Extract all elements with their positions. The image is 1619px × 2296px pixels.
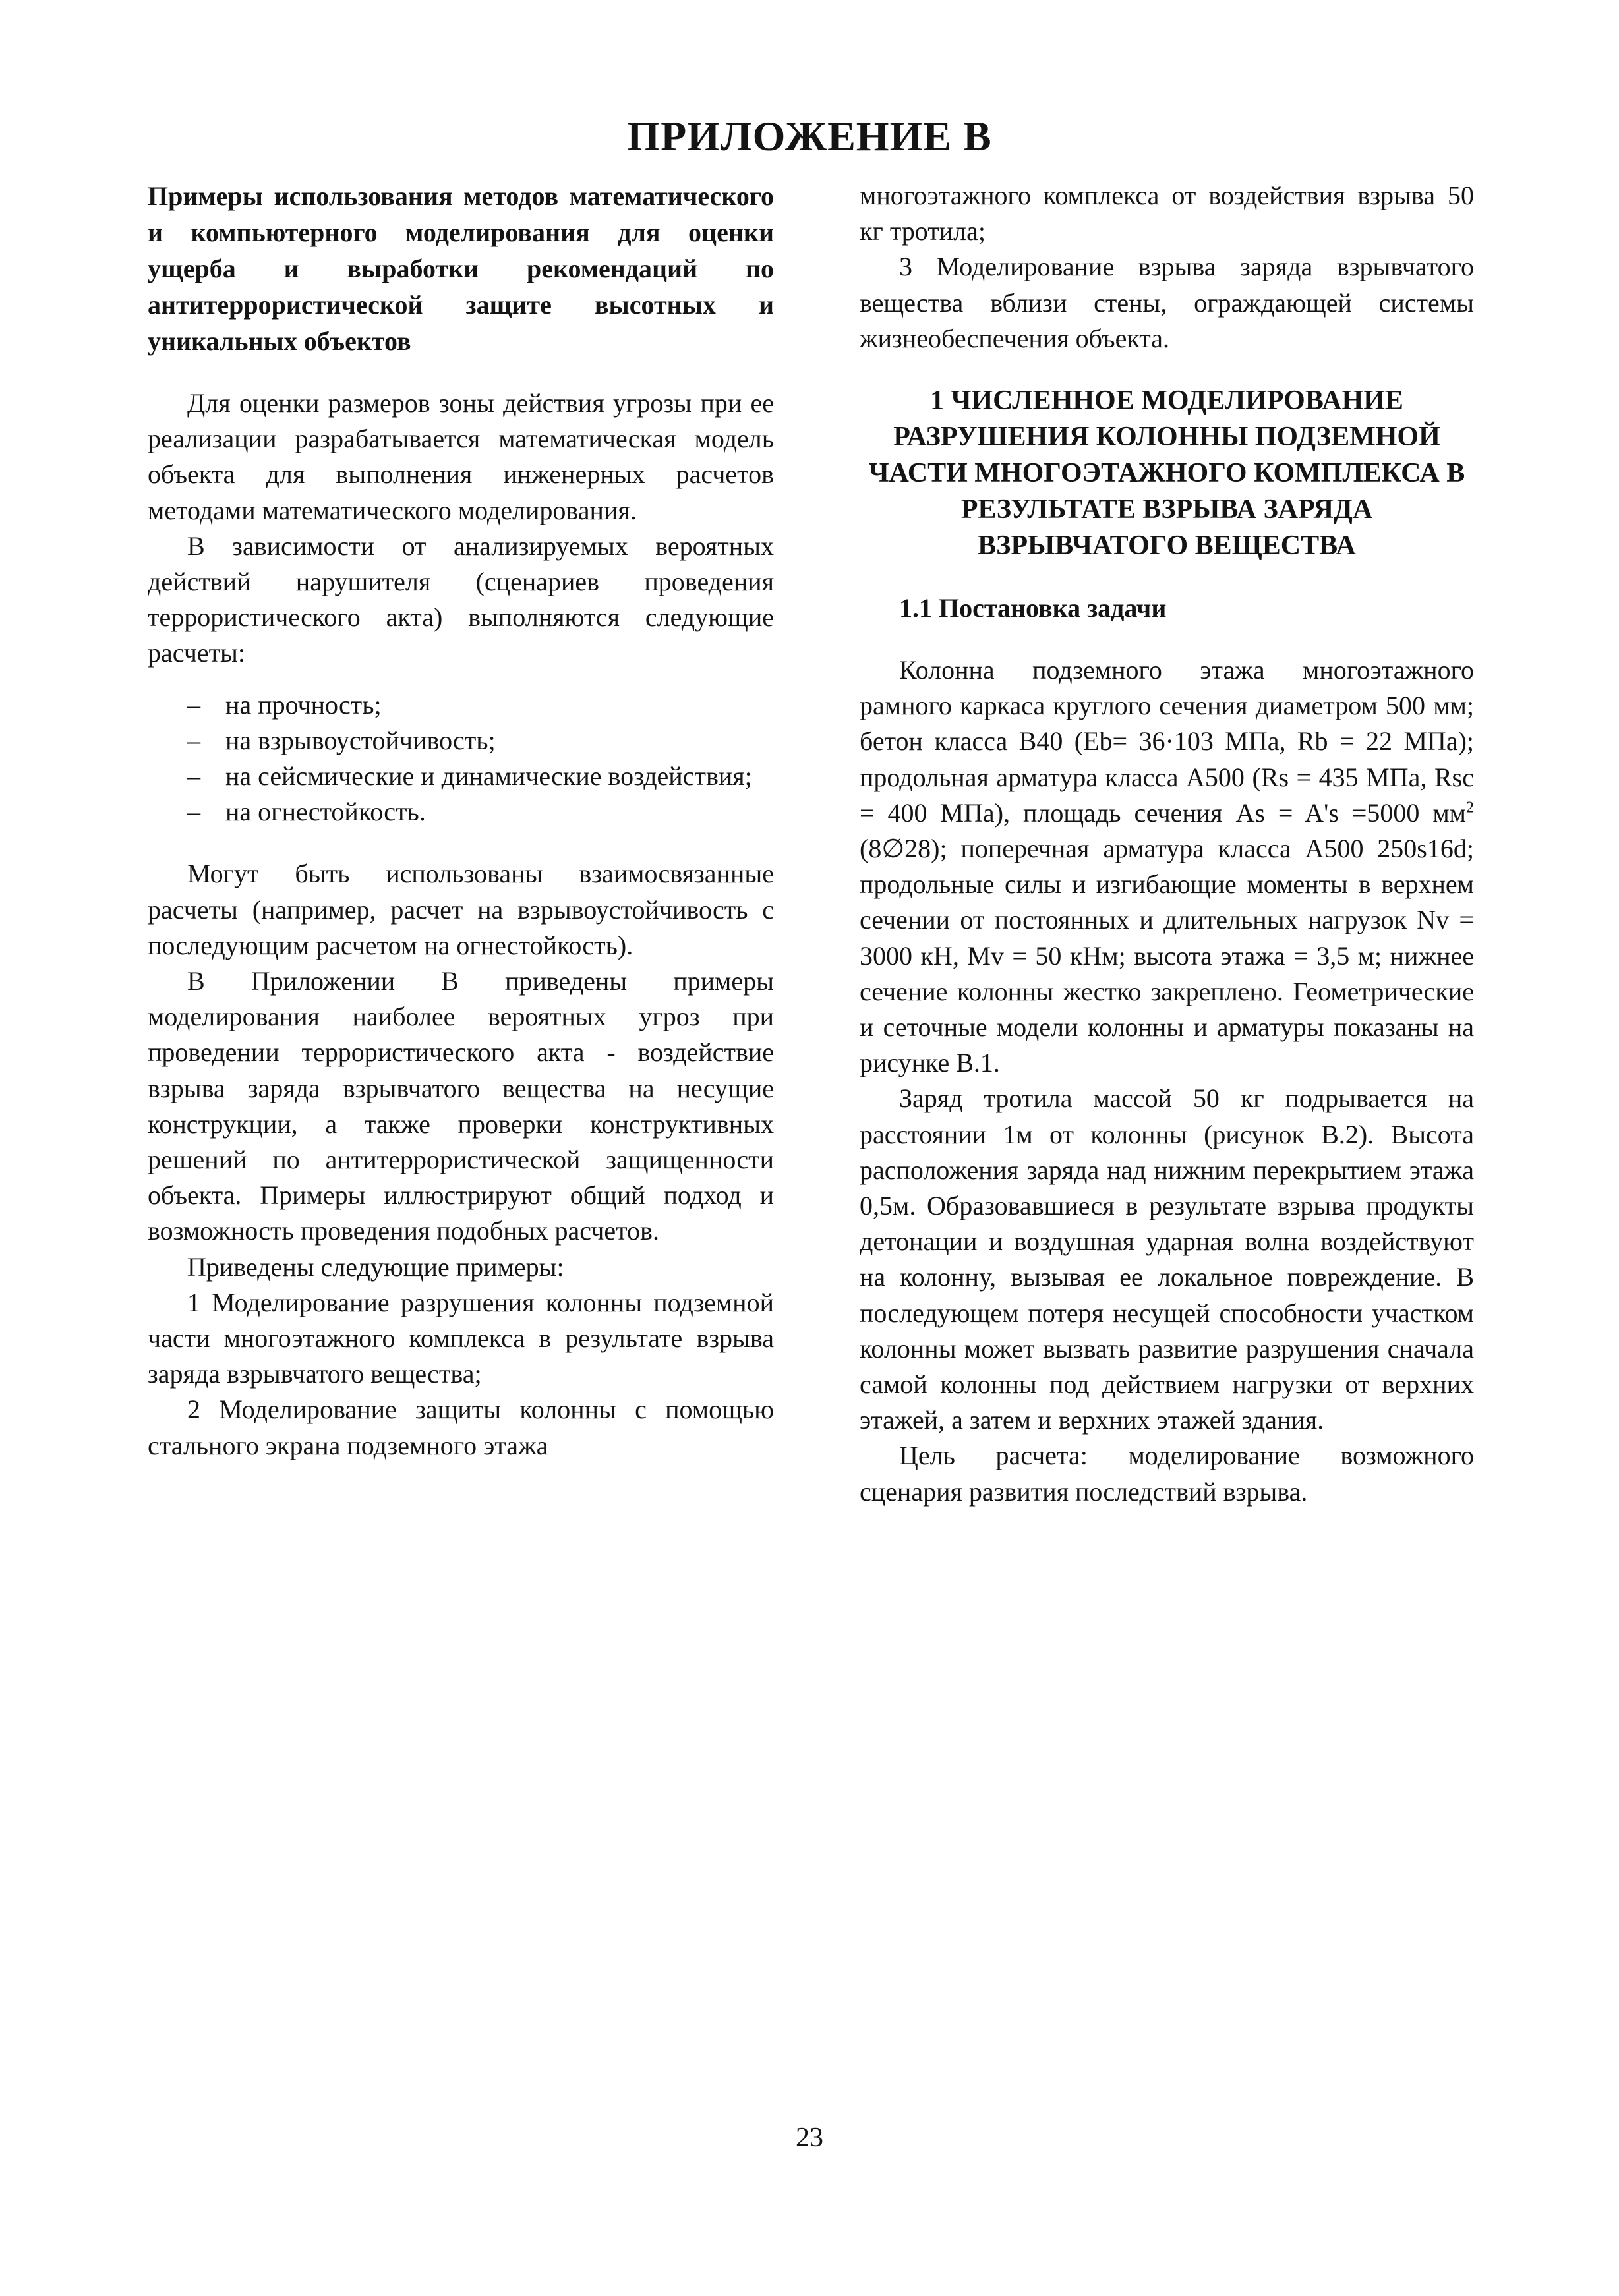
page-number: 23: [796, 2123, 823, 2153]
dash-marker: –: [187, 797, 200, 827]
paragraph: Заряд тротила массой 50 кг подрывается на расстоянии 1м от колонны (рисунок В.2). Высота расположения заряда над нижним перекрытием этажа 0,5м. Образовавшиеся в результате взрыва продукты детонации и воздушная ударная волна воздействуют на колонну, вызывая ее локальное повреждение. В последующем потеря несущей способности участком колонны может вызвать развитие разрушения сначала самой колонны под действием нагрузки от верхних этажей, а затем и верхних этажей здания.: [860, 1083, 1474, 1435]
section-heading: 1 ЧИСЛЕННОЕ МОДЕЛИРОВАНИЕ РАЗРУШЕНИЯ КОЛОННЫ ПОДЗЕМНОЙ ЧАСТИ МНОГОЭТАЖНОГО КОМПЛЕКСА В РЕЗУЛЬТАТЕ ВЗРЫВА ЗАРЯДА ВЗРЫВЧАТОГО ВЕЩЕСТВА: [868, 386, 1465, 561]
list-item: – на прочность;: [148, 687, 774, 723]
paragraph: Могут быть использованы взаимосвязанные расчеты (например, расчет на взрывоустойчивость с последующим расчетом на огнестойкость).: [148, 859, 774, 960]
dash-marker: –: [187, 761, 200, 791]
subsection-heading: 1.1 Постановка задачи: [899, 593, 1167, 623]
paragraph: В зависимости от анализируемых вероятных действий нарушителя (сценариев проведения террористического акта) выполняются следующие расчеты:: [148, 531, 774, 668]
paragraph: Цель расчета: моделирование возможного сценария развития последствий взрыва.: [860, 1441, 1474, 1507]
paragraph: 3 Моделирование взрыва заряда взрывчатого вещества вблизи стены, ограждающей системы жизнеобеспечения объекта.: [860, 252, 1474, 353]
dash-marker: –: [187, 689, 200, 720]
dash-marker: –: [187, 725, 200, 755]
paragraph: 2 Моделирование защиты колонны с помощью стального экрана подземного этажа: [148, 1394, 774, 1460]
paragraph: Колонна подземного этажа многоэтажного рамного каркаса круглого сечения диаметром 500 мм; бетон класса В40 (Eb= 36·103 МПа, Rb = 22 МПа); продольная арматура класса А500 (Rs = 435 МПа, Rsc = 400 МПа), площадь сечения As = A's =5000 $мм^2$ (8∅28); поперечная арматура класса А500 250s16d; продольные силы и изгибающие моменты в верхнем сечении от постоянных и длительных нагрузок Nv = 3000 кН, Mv = 50 кНм; высота этажа = 3,5 м; нижнее сечение колонны жестко закреплено. Геометрические и сеточные модели колонны и арматуры показаны на рисунке В.1.: [860, 655, 1474, 1078]
page-title: ПРИЛОЖЕНИЕ В: [627, 113, 992, 159]
paragraph: Приведены следующие примеры:: [187, 1251, 564, 1282]
calculation-list: [148, 687, 774, 830]
appendix-lead: Примеры использования методов математического и компьютерного моделирования для оценки ущерба и выработки рекомендаций по антитеррористической защите высотных и уникальных объектов: [148, 181, 774, 356]
paragraph: 1 Моделирование разрушения колонны подземной части многоэтажного комплекса в результате взрыва заряда взрывчатого вещества;: [148, 1287, 774, 1389]
paragraph: В Приложении В приведены примеры моделирования наиболее вероятных угроз при проведении террористического акта - воздействие взрыва заряда взрывчатого вещества на несущие конструкции, а также проверки конструктивных решений по антитеррористической защищенности объекта. Примеры иллюстрируют общий подход и возможность проведения подобных расчетов.: [148, 966, 774, 1246]
list-item: – на взрывоустойчивость;: [148, 723, 774, 759]
list-item: – на сейсмические и динамические воздействия;: [148, 759, 774, 794]
paragraph: многоэтажного комплекса от воздействия взрыва 50 кг тротила;: [860, 181, 1474, 246]
left-column: [148, 178, 774, 1464]
list-item: – на огнестойкость.: [148, 794, 774, 830]
paragraph: Для оценки размеров зоны действия угрозы при ее реализации разрабатывается математическая модель объекта для выполнения инженерных расчетов методами математического моделирования.: [148, 388, 774, 525]
right-column: [860, 178, 1474, 1510]
